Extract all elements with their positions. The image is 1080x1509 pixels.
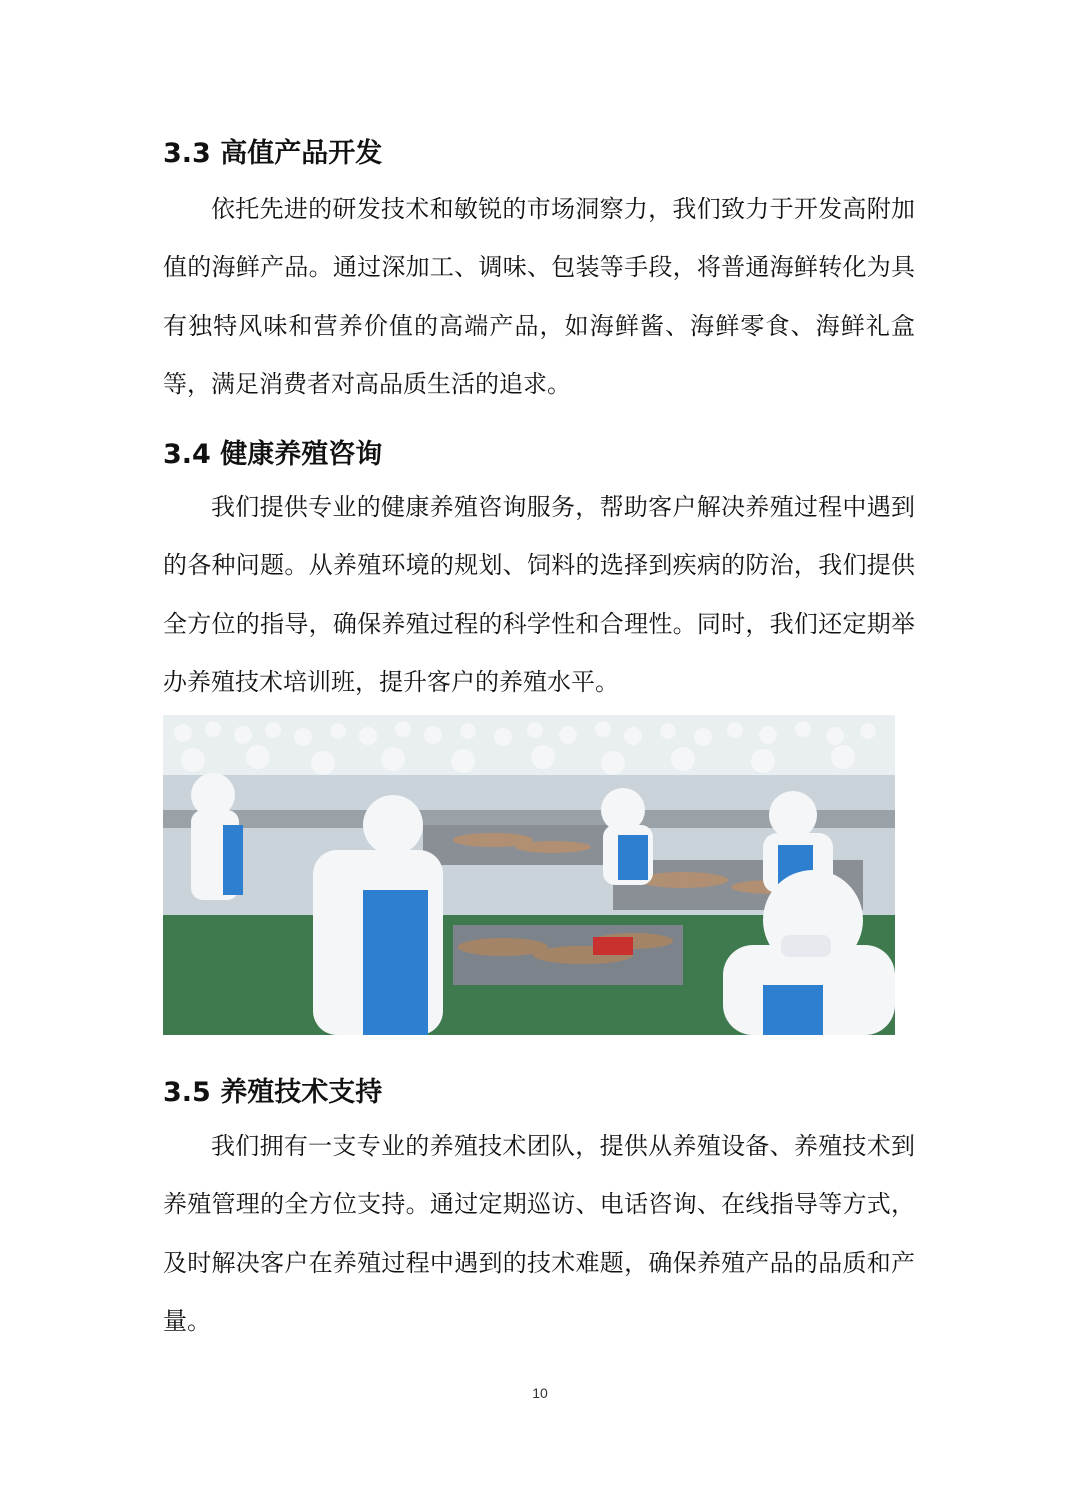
section-heading-3-3: 3.3 高值产品开发	[163, 138, 383, 169]
section-body-3-4: 我们提供专业的健康养殖咨询服务，帮助客户解决养殖过程中遇到的各种问题。从养殖环境的规划、饲料的选择到疾病的防治，我们提供全方位的指导，确保养殖过程的科学性和合理性。同时，我们还定期举办养殖技术培训班，提升客户的养殖水平。	[163, 493, 915, 697]
section-heading-3-4: 3.4 健康养殖咨询	[163, 439, 383, 470]
page-number: 10	[532, 1385, 548, 1401]
section-heading-3-5: 3.5 养殖技术支持	[163, 1077, 383, 1108]
section-body-3-3: 依托先进的研发技术和敏锐的市场洞察力，我们致力于开发高附加值的海鲜产品。通过深加工、调味、包装等手段，将普通海鲜转化为具有独特风味和营养价值的高端产品，如海鲜酱、海鲜零食、海鲜礼盒等，满足消费者对高品质生活的追求。	[163, 195, 915, 399]
seafood-processing-photo	[163, 715, 895, 1035]
section-body-3-5: 我们拥有一支专业的养殖技术团队，提供从养殖设备、养殖技术到养殖管理的全方位支持。通过定期巡访、电话咨询、在线指导等方式，及时解决客户在养殖过程中遇到的技术难题，确保养殖产品的品质和产量。	[163, 1132, 915, 1336]
